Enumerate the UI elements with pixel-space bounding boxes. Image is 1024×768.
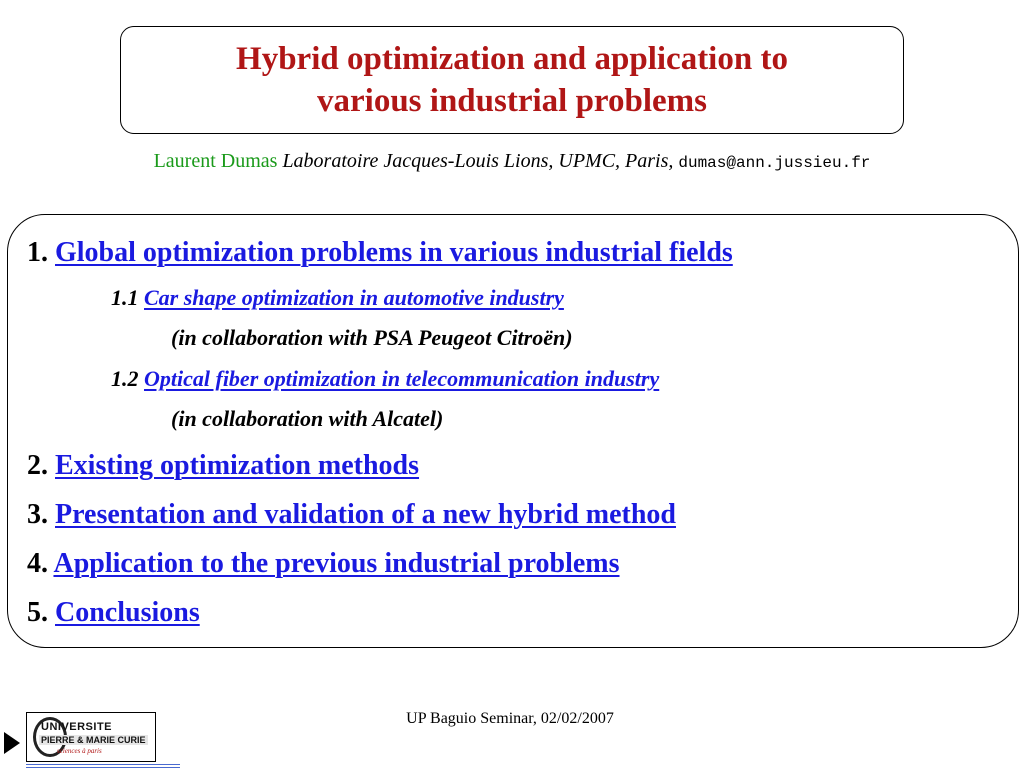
logo-frame	[26, 712, 156, 762]
outline-item-1-1-link[interactable]: Car shape optimization in automotive industry	[144, 285, 564, 310]
outline-item-3-link[interactable]: Presentation and validation of a new hybrid method	[55, 499, 676, 530]
slide-title-line-2: various industrial problems	[317, 83, 707, 119]
outline-item-2-link[interactable]: Existing optimization methods	[55, 450, 420, 481]
outline-item-5-link[interactable]: Conclusions	[55, 597, 200, 628]
logo-text-university: UNIVERSITE	[41, 721, 113, 733]
author-email: dumas@ann.jussieu.fr	[678, 154, 871, 172]
author-lab: Laboratoire Jacques-Louis Lions, UPMC, Paris,	[282, 150, 674, 172]
author-name: Laurent Dumas	[153, 150, 278, 172]
logo-text-name: PIERRE & MARIE CURIE	[41, 735, 146, 745]
outline-item-1-2-number: 1.2	[111, 366, 139, 391]
outline-item-2	[27, 449, 419, 483]
outline-item-3	[27, 498, 676, 532]
slide-title-line-1: Hybrid optimization and application to	[236, 41, 788, 77]
outline-item-2-number: 2.	[27, 450, 48, 481]
university-logo	[0, 708, 180, 768]
outline-item-5-number: 5.	[27, 597, 48, 628]
outline-box	[7, 214, 1019, 648]
outline-item-1-2	[111, 365, 659, 393]
footer-text: UP Baguio Seminar, 02/02/2007	[406, 710, 614, 727]
outline-item-1-2-link[interactable]: Optical fiber optimization in telecommunication industry	[144, 366, 660, 391]
play-arrow-icon[interactable]	[4, 732, 20, 754]
outline-item-5	[27, 596, 200, 630]
title-box	[120, 26, 904, 134]
outline-item-1-link[interactable]: Global optimization problems in various industrial fields	[55, 237, 733, 268]
outline-item-4	[27, 547, 620, 581]
outline-item-1-number: 1.	[27, 237, 48, 268]
logo-underline-bars	[26, 764, 180, 768]
outline-item-4-number: 4.	[27, 548, 48, 579]
outline-item-4-link[interactable]: Application to the previous industrial problems	[53, 548, 620, 579]
outline-item-1	[27, 236, 733, 270]
outline-item-3-number: 3.	[27, 499, 48, 530]
outline-item-1-1-note: (in collaboration with PSA Peugeot Citroën)	[171, 325, 573, 350]
author-line	[0, 150, 1024, 173]
outline-item-1-2-note: (in collaboration with Alcatel)	[171, 406, 444, 431]
logo-text-tagline: sciences à paris	[57, 747, 102, 755]
outline-item-1-1-number: 1.1	[111, 285, 139, 310]
outline-item-1-1	[111, 284, 564, 312]
